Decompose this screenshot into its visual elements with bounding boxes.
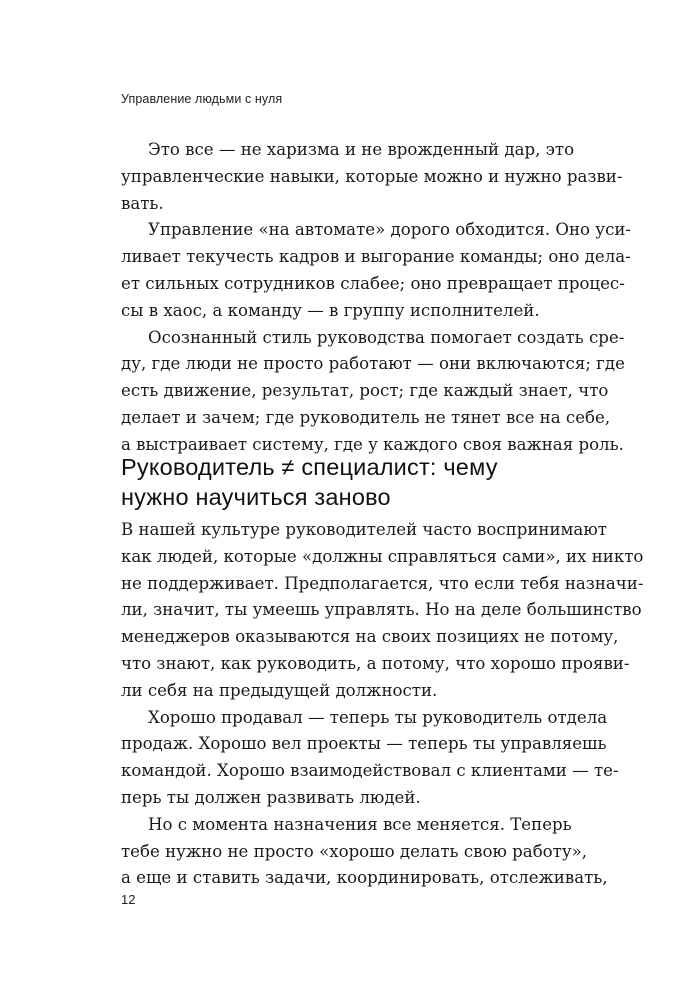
text-line: а выстраивает систему, где у каждого своя важная роль. bbox=[121, 434, 624, 454]
body-text-block-1 bbox=[121, 137, 632, 459]
text-line: управленческие навыки, которые можно и нужно разви- bbox=[121, 166, 623, 186]
text-line: менеджеров оказываются на своих позициях не потому, bbox=[121, 627, 619, 647]
body-text-block-2 bbox=[121, 517, 644, 892]
section-heading-line-2: нужно научиться заново bbox=[121, 484, 391, 510]
text-line: командой. Хорошо взаимодействовал с клиентами — те- bbox=[121, 761, 619, 781]
page-number: 12 bbox=[121, 892, 136, 907]
text-line: не поддерживает. Предполагается, что если тебя назначи- bbox=[121, 573, 644, 593]
text-line: сы в хаос, а команду — в группу исполнителей. bbox=[121, 300, 540, 320]
text-line: Хорошо продавал — теперь ты руководитель отдела bbox=[148, 707, 608, 727]
text-line: перь ты должен развивать людей. bbox=[121, 787, 421, 807]
text-line: ду, где люди не просто работают — они включаются; где bbox=[121, 354, 625, 374]
running-head: Управление людьми с нуля bbox=[121, 92, 283, 106]
text-line: тебе нужно не просто «хорошо делать свою работу», bbox=[121, 841, 588, 861]
text-line: делает и зачем; где руководитель не тянет все на себе, bbox=[121, 407, 611, 427]
text-line: Осознанный стиль руководства помогает создать сре- bbox=[148, 327, 625, 347]
text-line: что знают, как руководить, а потому, что хорошо прояви- bbox=[121, 653, 630, 673]
section-heading bbox=[121, 452, 581, 512]
text-line: вать. bbox=[121, 193, 164, 213]
text-line: ет сильных сотрудников слабее; оно превращает процес- bbox=[121, 273, 625, 293]
text-line: Это все — не харизма и не врожденный дар, это bbox=[148, 140, 575, 159]
text-line: есть движение, результат, рост; где каждый знает, что bbox=[121, 381, 609, 401]
section-heading-line-1: Руководитель ≠ специалист: чему bbox=[121, 454, 498, 480]
text-line: а еще и ставить задачи, координировать, отслеживать, bbox=[121, 868, 608, 888]
text-line: продаж. Хорошо вел проекты — теперь ты управляешь bbox=[121, 734, 607, 754]
text-line: Но с момента назначения все меняется. Теперь bbox=[148, 814, 572, 834]
text-line: как людей, которые «должны справляться сами», их никто bbox=[121, 546, 644, 566]
text-line: ли себя на предыдущей должности. bbox=[121, 680, 438, 700]
text-line: ли, значит, ты умеешь управлять. Но на деле большинство bbox=[121, 600, 642, 620]
text-line: В нашей культуре руководителей часто воспринимают bbox=[121, 520, 607, 539]
text-line: Управление «на автомате» дорого обходится. Оно уси- bbox=[148, 220, 632, 240]
text-line: ливает текучесть кадров и выгорание команды; оно дела- bbox=[121, 247, 631, 267]
